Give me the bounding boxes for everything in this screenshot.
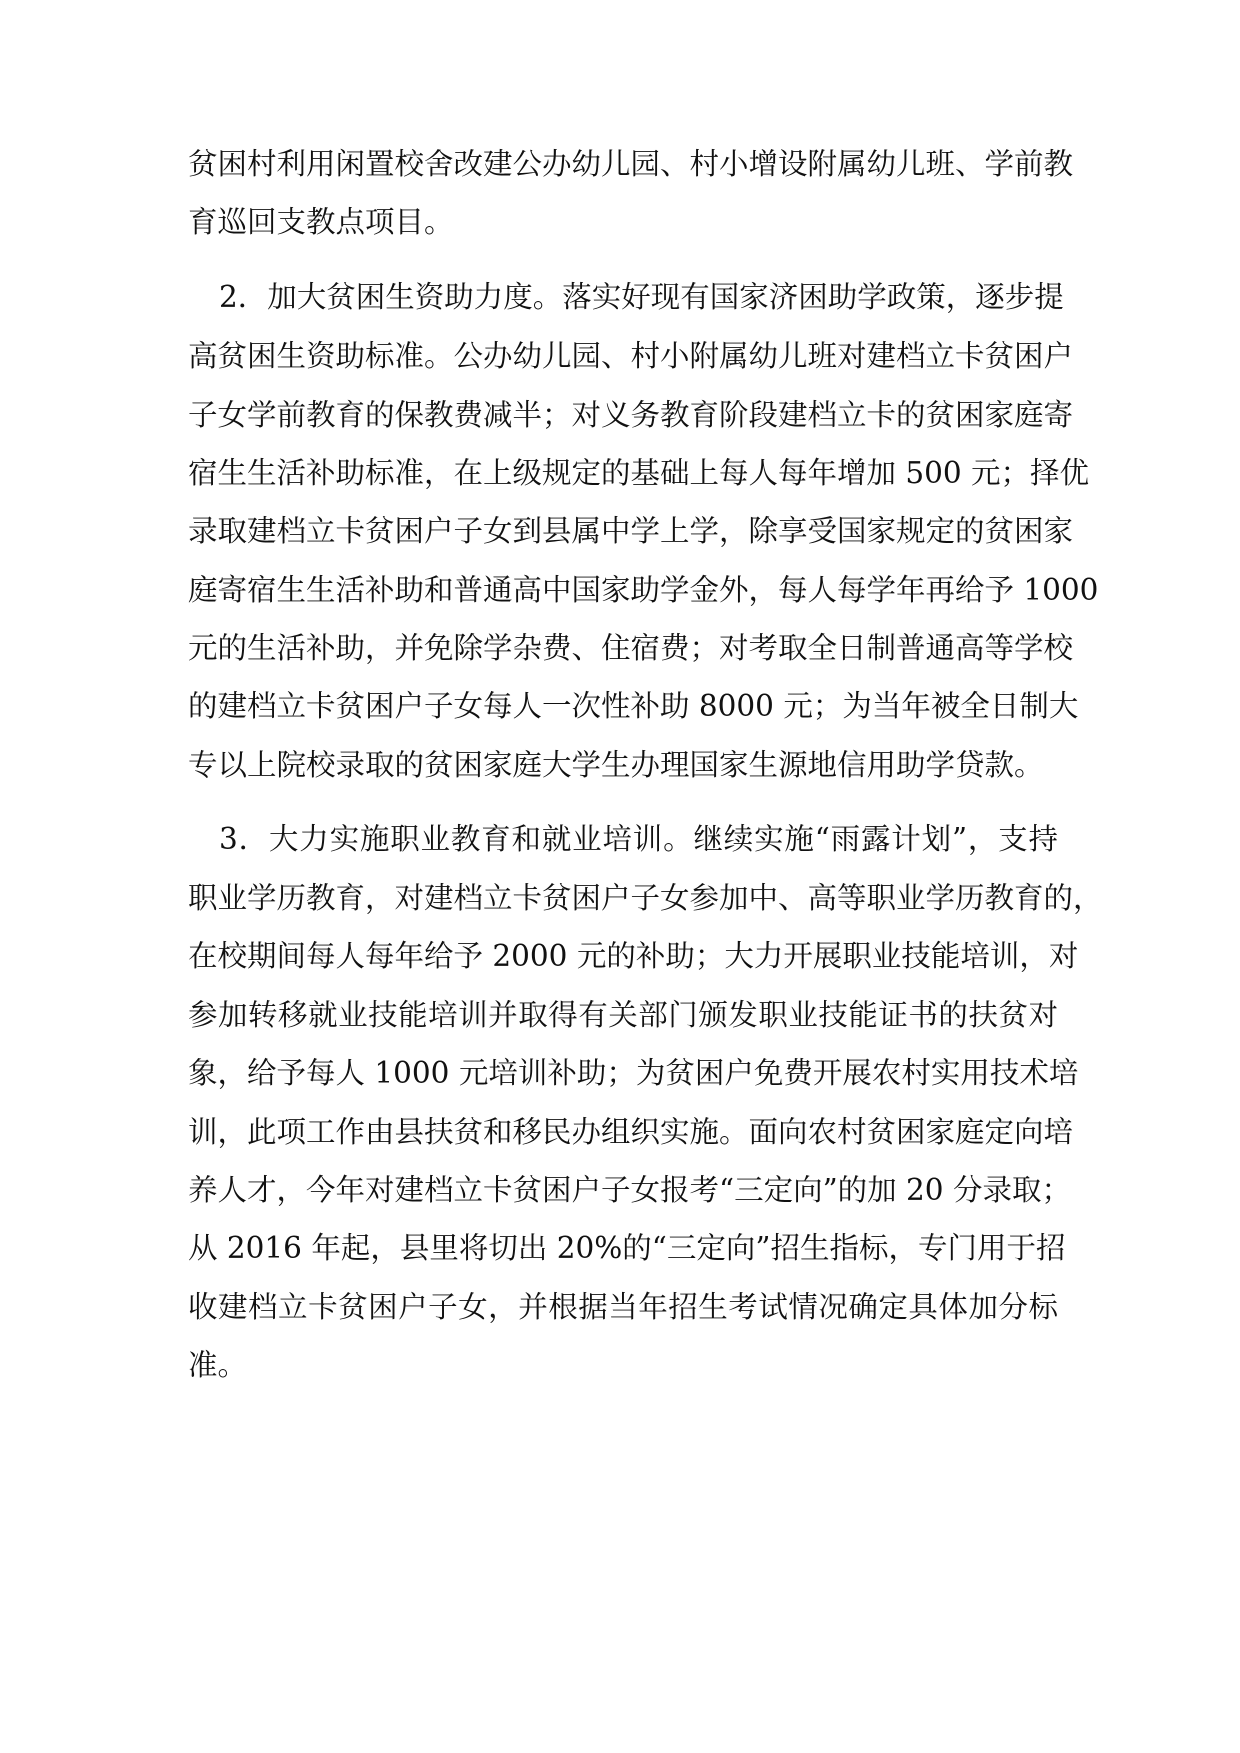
paragraph-3-line-1: 3．大力实施职业教育和就业培训。继续实施“雨露计划”，支持 [219, 822, 1058, 856]
paragraph-3-line-9: 收建档立卡贫困户子女，并根据当年招生考试情况确定具体加分标 [188, 1290, 1058, 1324]
paragraph-2-line-1: 2．加大贫困生资助力度。落实好现有国家济困助学政策，逐步提 [219, 280, 1064, 314]
paragraph-2-line-8: 的建档立卡贫困户子女每人一次性补助 8000 元；为当年被全日制大 [188, 689, 1079, 723]
paragraph-1-line-2: 育巡回支教点项目。 [188, 205, 454, 239]
paragraph-3-line-4: 参加转移就业技能培训并取得有关部门颁发职业技能证书的扶贫对 [188, 998, 1058, 1032]
paragraph-2-line-3: 子女学前教育的保教费减半；对义务教育阶段建档立卡的贫困家庭寄 [188, 398, 1074, 432]
paragraph-2-line-5: 录取建档立卡贫困户子女到县属中学上学，除享受国家规定的贫困家 [188, 514, 1074, 548]
paragraph-3-line-2: 职业学历教育，对建档立卡贫困户子女参加中、高等职业学历教育的， [188, 881, 1103, 915]
paragraph-2-line-2: 高贫困生资助标准。公办幼儿园、村小附属幼儿班对建档立卡贫困户 [188, 339, 1074, 373]
paragraph-3-line-3: 在校期间每人每年给予 2000 元的补助；大力开展职业技能培训，对 [188, 939, 1079, 973]
paragraph-2-line-7: 元的生活补助，并免除学杂费、住宿费；对考取全日制普通高等学校 [188, 631, 1074, 665]
paragraph-2-line-4: 宿生生活补助标准，在上级规定的基础上每人每年增加 500 元；择优 [188, 456, 1090, 490]
paragraph-3-line-10: 准。 [188, 1348, 248, 1382]
paragraph-1-line-1: 贫困村利用闲置校舍改建公办幼儿园、村小增设附属幼儿班、学前教 [188, 147, 1074, 181]
paragraph-2-line-6: 庭寄宿生生活补助和普通高中国家助学金外，每人每学年再给予 1000 [188, 573, 1099, 607]
paragraph-2-line-9: 专以上院校录取的贫困家庭大学生办理国家生源地信用助学贷款。 [188, 748, 1044, 782]
paragraph-3-line-8: 从 2016 年起，县里将切出 20%的“三定向”招生指标，专门用于招 [188, 1231, 1066, 1265]
paragraph-3-line-5: 象，给予每人 1000 元培训补助；为贫困户免费开展农村实用技术培 [188, 1056, 1079, 1090]
paragraph-3-line-7: 养人才，今年对建档立卡贫困户子女报考“三定向”的加 20 分录取； [188, 1173, 1071, 1207]
paragraph-3-line-6: 训，此项工作由县扶贫和移民办组织实施。面向农村贫困家庭定向培 [188, 1115, 1074, 1149]
